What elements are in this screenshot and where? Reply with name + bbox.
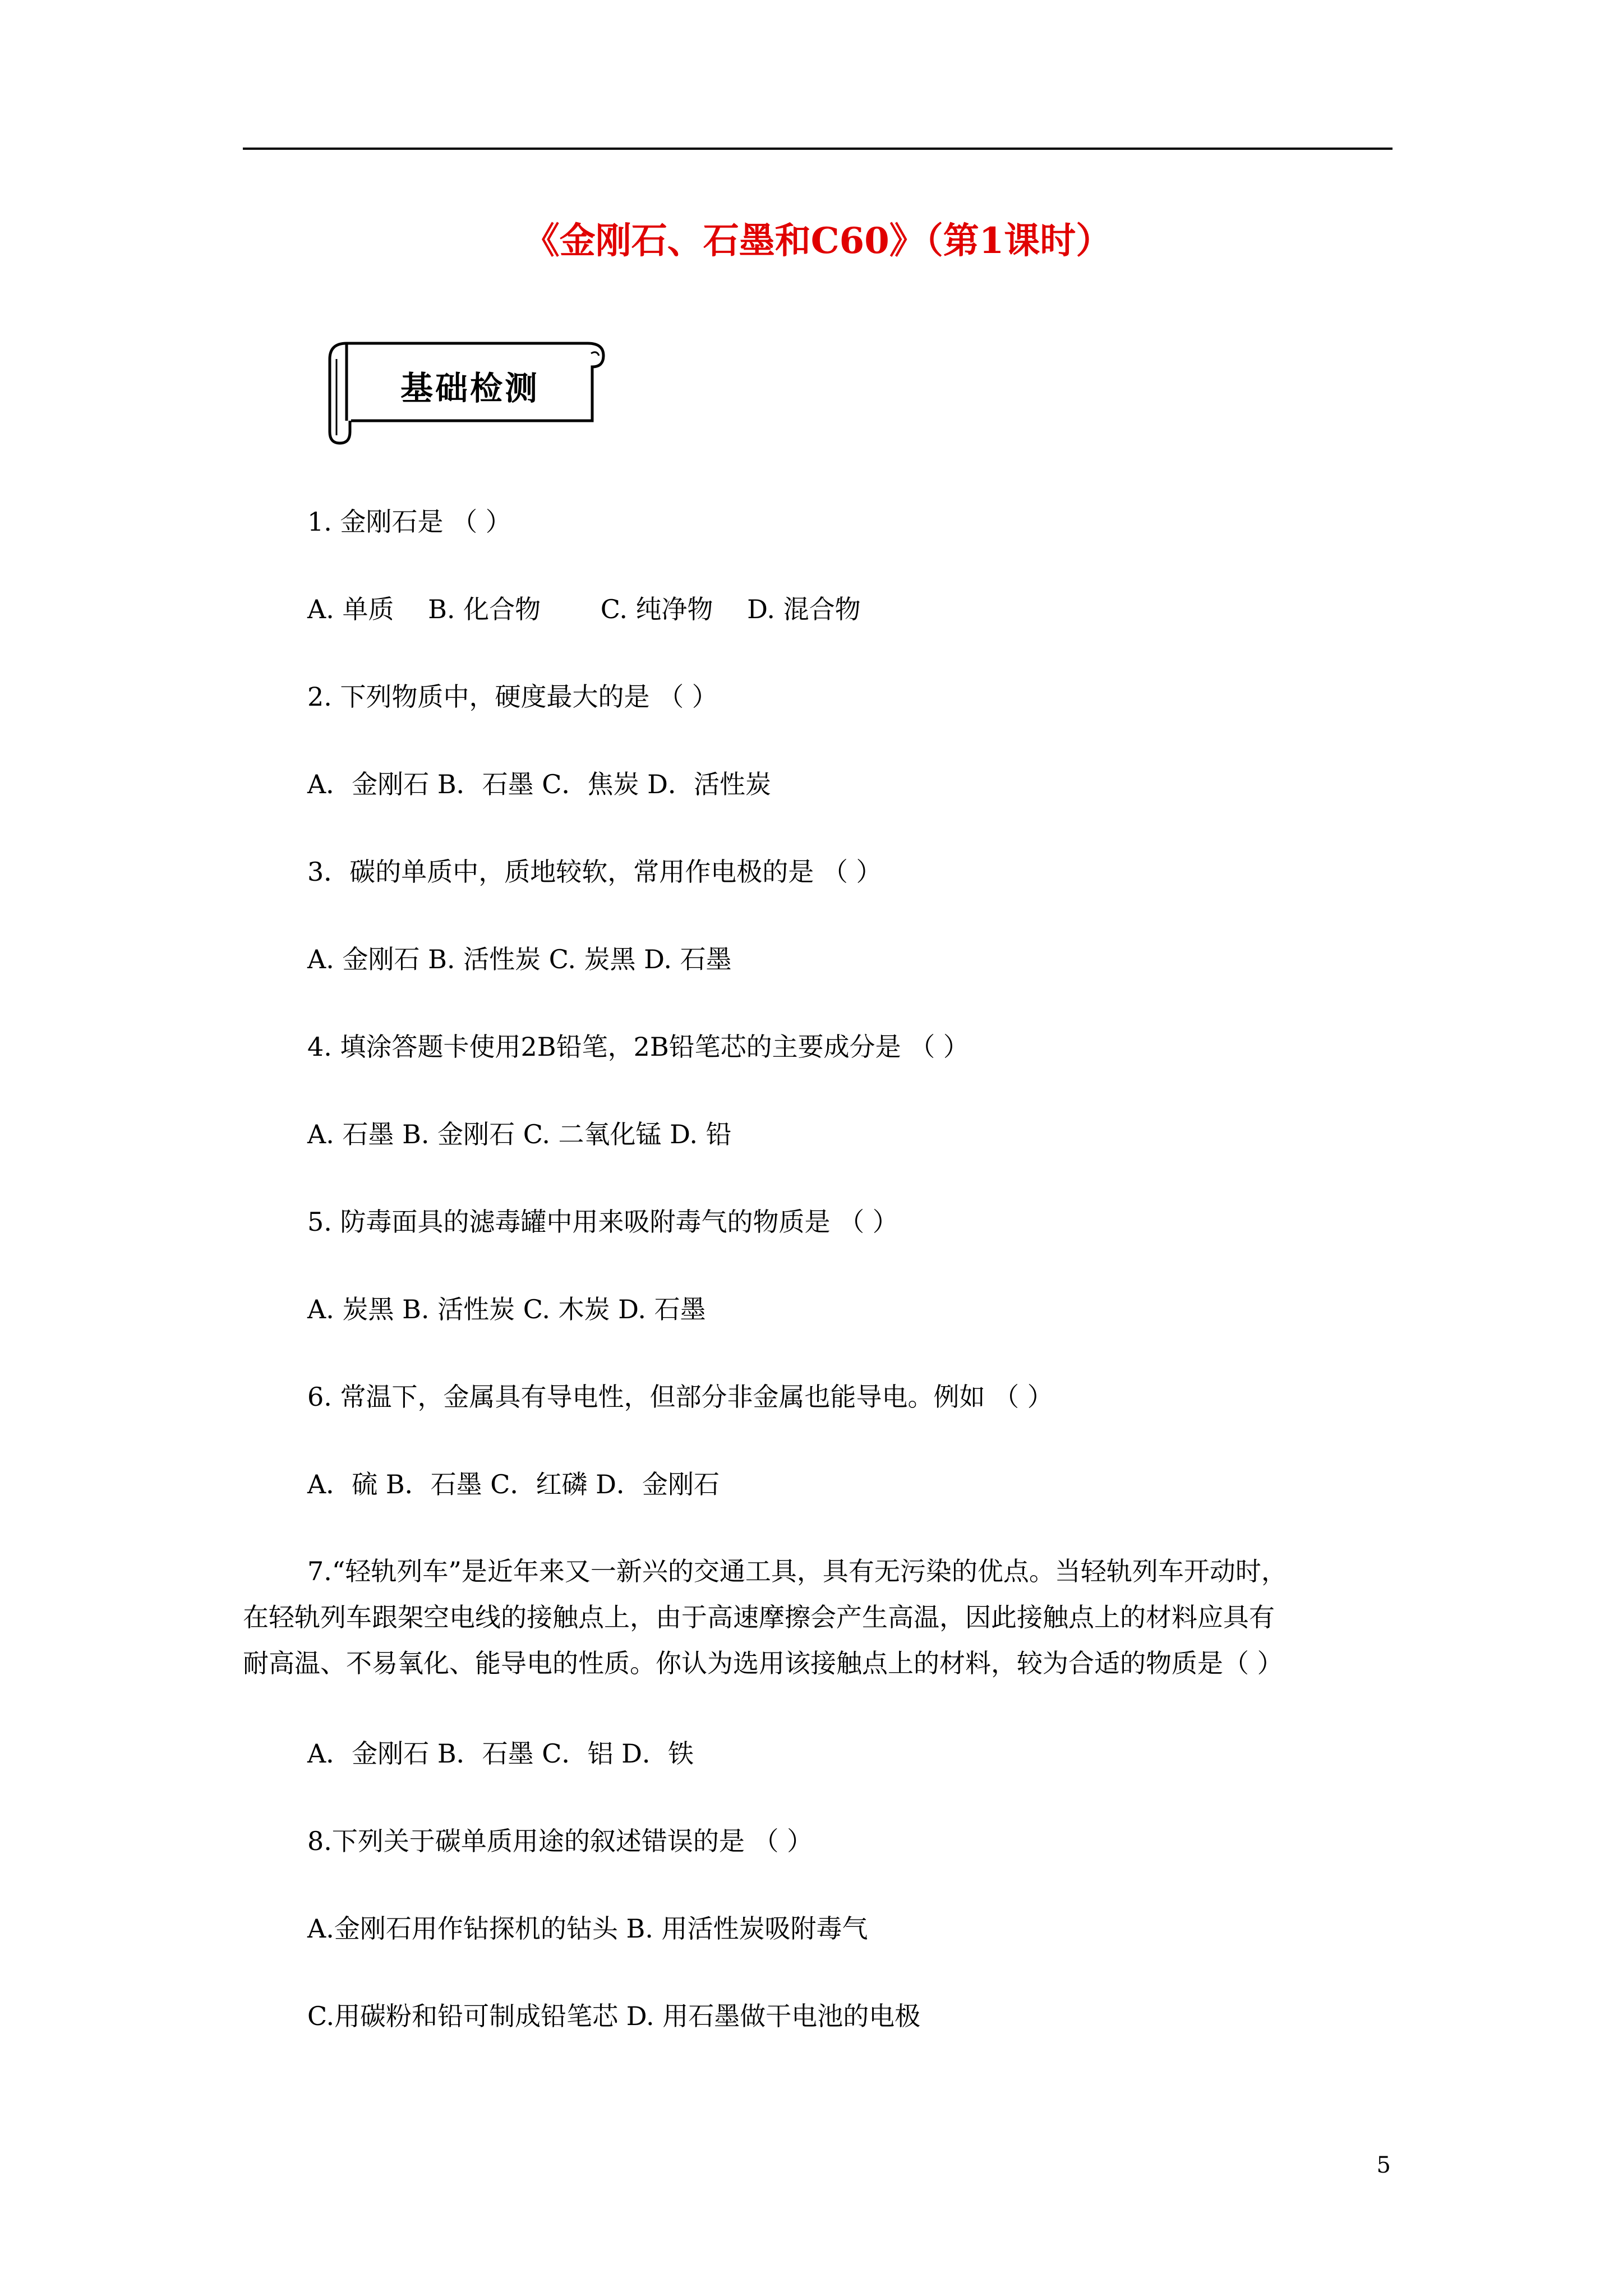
question-1-options: A. 单质 B. 化合物 C. 纯净物 D. 混合物 xyxy=(307,594,861,624)
question-8-options-line-2: C.用碳粉和铅可制成铅笔芯 D. 用石墨做干电池的电极 xyxy=(307,2001,921,2031)
page-title xyxy=(243,213,1393,269)
question-5-options: A. 炭黑 B. 活性炭 C. 木炭 D. 石墨 xyxy=(307,1294,706,1324)
question-1-stem: 1. 金刚石是 （ ） xyxy=(307,507,511,537)
section-banner xyxy=(307,337,615,449)
question-7-stem-line: 在轻轨列车跟架空电线的接触点上，由于高速摩擦会产生高温，因此接触点上的材料应具有 xyxy=(243,1602,1275,1632)
question-7-options: A．金刚石 B．石墨 C．铝 D．铁 xyxy=(307,1738,694,1769)
question-2-options: A．金刚石 B．石墨 C．焦炭 D．活性炭 xyxy=(307,769,771,799)
question-4-options: A. 石墨 B. 金刚石 C. 二氧化锰 D. 铅 xyxy=(307,1119,732,1149)
page-title-text: 《金刚石、石墨和C60》（第1课时） xyxy=(523,220,1112,262)
question-3-stem: 3．碳的单质中，质地较软，常用作电极的是 （ ） xyxy=(307,857,882,887)
question-6-options: A．硫 B．石墨 C．红磷 D．金刚石 xyxy=(307,1469,720,1499)
question-7-stem xyxy=(243,1548,1393,1686)
question-8-options-line-1: A.金刚石用作钻探机的钻头 B. 用活性炭吸附毒气 xyxy=(307,1913,868,1944)
question-7-stem-line: 7.“轻轨列车”是近年来又一新兴的交通工具，具有无污染的优点。当轻轨列车开动时， xyxy=(307,1556,1287,1586)
section-label: 基础检测 xyxy=(400,369,540,407)
header-rule xyxy=(243,148,1393,150)
question-5-stem: 5. 防毒面具的滤毒罐中用来吸附毒气的物质是 （ ） xyxy=(307,1207,898,1237)
page-number: 5 xyxy=(1376,2152,1391,2178)
question-8-stem: 8.下列关于碳单质用途的叙述错误的是 （ ） xyxy=(307,1826,813,1856)
question-3-options: A. 金刚石 B. 活性炭 C. 炭黑 D. 石墨 xyxy=(307,944,732,974)
question-4-stem: 4. 填涂答题卡使用2B铅笔，2B铅笔芯的主要成分是 （ ） xyxy=(307,1032,969,1062)
question-7-stem-line: 耐高温、不易氧化、能导电的性质。你认为选用该接触点上的材料，较为合适的物质是（ ） xyxy=(243,1648,1283,1678)
question-2-stem: 2. 下列物质中，硬度最大的是 （ ） xyxy=(307,682,718,712)
question-6-stem: 6. 常温下，金属具有导电性，但部分非金属也能导电。例如 （ ） xyxy=(307,1382,1053,1412)
